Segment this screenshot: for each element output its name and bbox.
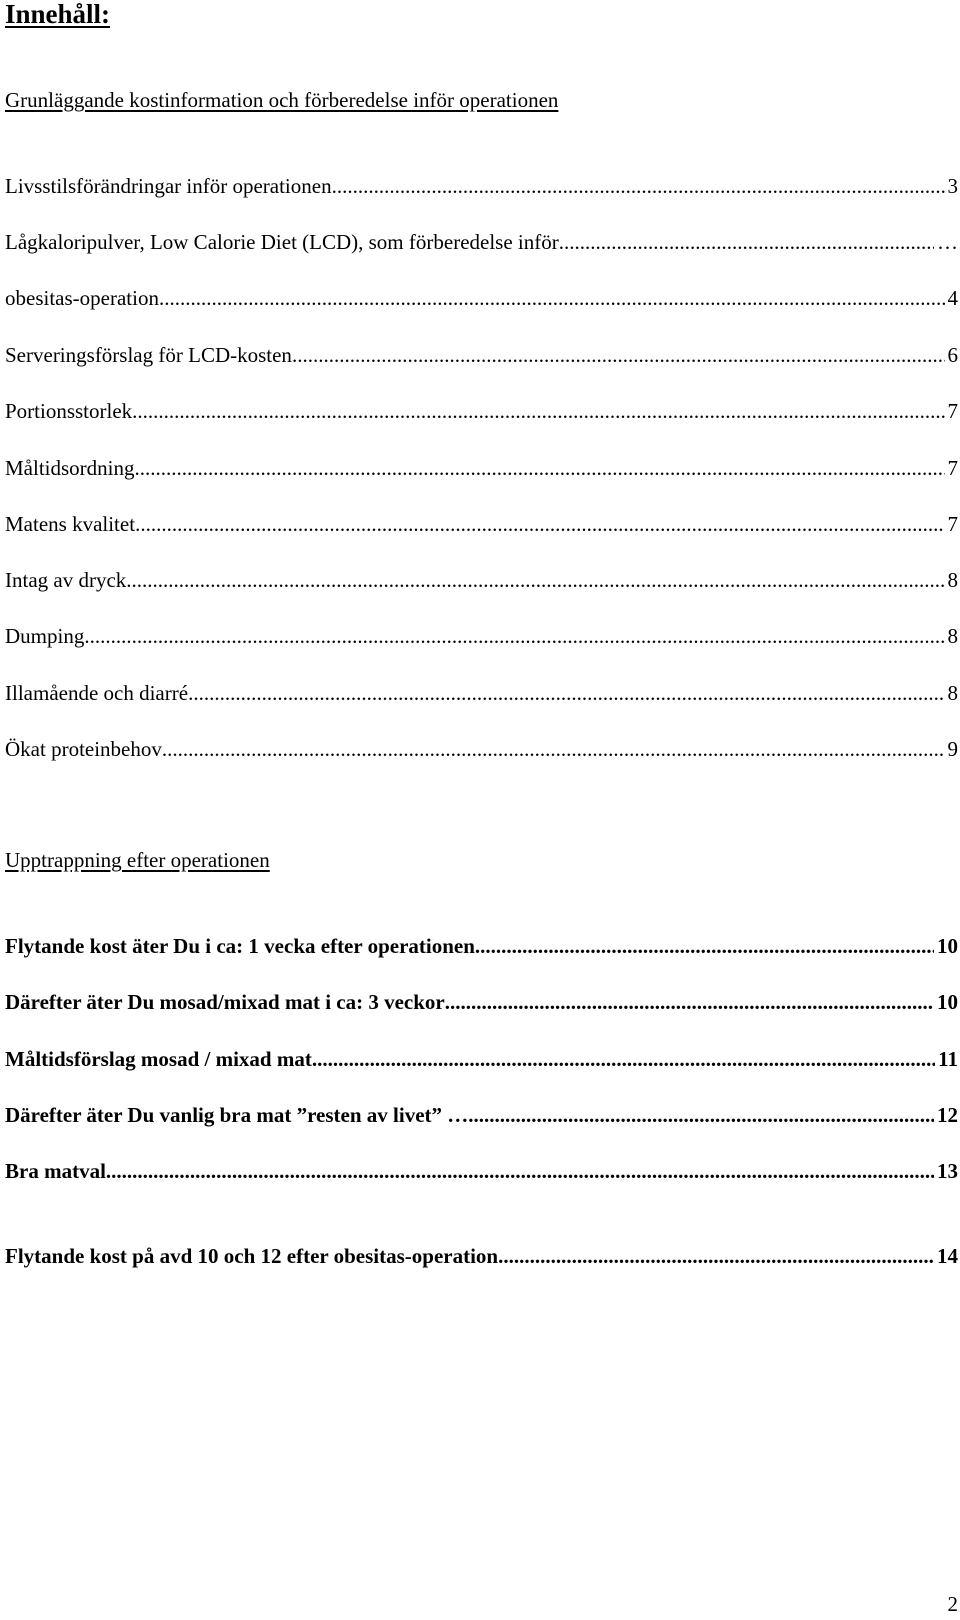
toc-entry[interactable] (5, 735, 958, 763)
toc-dot-leader (468, 1101, 934, 1129)
toc-dot-leader (162, 735, 945, 763)
toc-dot-leader (475, 932, 934, 960)
toc-entry-label: obesitas-operation (5, 286, 159, 310)
toc-entry-label: Illamående och diarré (5, 681, 189, 705)
toc-entry-label: Därefter äter Du mosad/mixad mat i ca: 3 veckor (5, 990, 445, 1014)
toc-dot-leader (159, 284, 945, 312)
toc-entry-page: 8 (947, 568, 958, 592)
toc-entry-label: Serveringsförslag för LCD-kosten (5, 343, 292, 367)
toc-entry-label: Intag av dryck (5, 568, 127, 592)
toc-entry[interactable] (5, 932, 958, 960)
toc-entry-final[interactable] (5, 1242, 958, 1270)
toc-entry-page: 11 (938, 1047, 958, 1071)
toc-dot-leader (135, 510, 944, 538)
toc-entry-page: … (937, 230, 958, 254)
toc-entry-page: 14 (937, 1244, 958, 1268)
toc-entry[interactable] (5, 397, 958, 425)
toc-entry[interactable] (5, 510, 958, 538)
toc-entry[interactable] (5, 1101, 958, 1129)
toc-entry-label: Bra matval (5, 1159, 106, 1183)
toc-entry[interactable] (5, 622, 958, 650)
toc-dot-leader (132, 397, 944, 425)
toc-dot-leader (292, 341, 945, 369)
toc-entry-page: 4 (947, 286, 958, 310)
page-title: Innehåll: (5, 0, 111, 29)
toc-entry-page: 9 (947, 737, 958, 761)
toc-entry-page: 6 (947, 343, 958, 367)
toc-entry-page: 7 (947, 399, 958, 423)
toc-entry-label: Livsstilsförändringar inför operationen (5, 174, 332, 198)
toc-dot-leader (559, 228, 934, 256)
toc-entry-label: Måltidsförslag mosad / mixad mat (5, 1047, 312, 1071)
toc-entry-label: Lågkaloripulver, Low Calorie Diet (LCD), som förberedelse inför (5, 230, 559, 254)
toc-entry[interactable] (5, 284, 958, 312)
toc-entry-label: Därefter äter Du vanlig bra mat ”resten av livet” … (5, 1103, 469, 1127)
toc-entry[interactable] (5, 566, 958, 594)
toc-dot-leader (135, 454, 945, 482)
toc-dot-leader (84, 622, 944, 650)
toc-entry-page: 7 (947, 456, 958, 480)
toc-entry[interactable] (5, 228, 958, 256)
toc-entry[interactable] (5, 341, 958, 369)
toc-entry-label: Flytande kost på avd 10 och 12 efter obesitas-operation (5, 1244, 499, 1268)
toc-entry-label: Flytande kost äter Du i ca: 1 vecka efter operationen (5, 934, 475, 958)
toc-entry-label: Måltidsordning (5, 456, 135, 480)
toc-entry[interactable] (5, 679, 958, 707)
toc-entry[interactable] (5, 1045, 958, 1073)
section-heading-preparation: Grunläggande kostinformation och förberedelse inför operationen (5, 88, 559, 112)
toc-entry-page: 3 (947, 174, 958, 198)
toc-entry-page: 7 (947, 512, 958, 536)
toc-dot-leader (498, 1242, 934, 1270)
toc-entry-label: Portionsstorlek (5, 399, 133, 423)
toc-entry[interactable] (5, 454, 958, 482)
toc-entry[interactable] (5, 1157, 958, 1185)
toc-entry-page: 10 (937, 990, 958, 1014)
toc-entry-label: Ökat proteinbehov (5, 737, 162, 761)
toc-entry[interactable] (5, 988, 958, 1016)
toc-entry-page: 10 (937, 934, 958, 958)
page-number: 2 (947, 1592, 958, 1616)
toc-entry-label: Dumping (5, 624, 85, 648)
toc-entry-page: 8 (947, 624, 958, 648)
toc-dot-leader (188, 679, 944, 707)
toc-dot-leader (312, 1045, 935, 1073)
toc-dot-leader (106, 1157, 934, 1185)
toc-dot-leader (332, 172, 945, 200)
toc-entry-page: 13 (937, 1159, 958, 1183)
toc-dot-leader (126, 566, 944, 594)
toc-dot-leader (445, 988, 934, 1016)
toc-entry-page: 8 (947, 681, 958, 705)
toc-entry[interactable] (5, 172, 958, 200)
section-heading-post-op: Upptrappning efter operationen (5, 848, 270, 872)
toc-entry-page: 12 (937, 1103, 958, 1127)
toc-entry-label: Matens kvalitet (5, 512, 136, 536)
